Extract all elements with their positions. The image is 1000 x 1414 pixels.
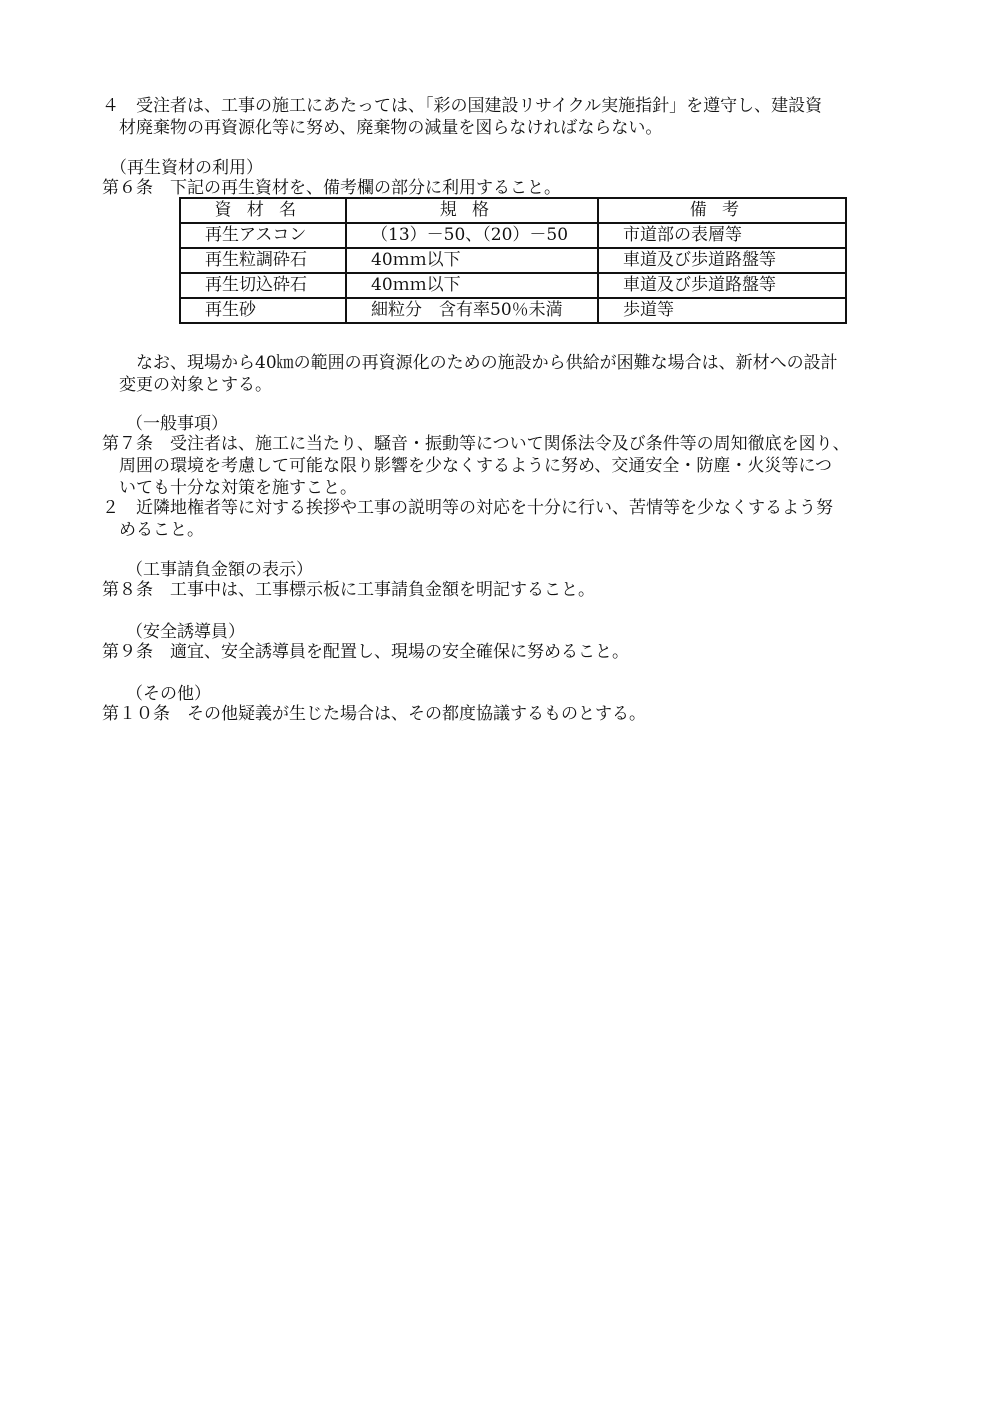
article-6: 第６条 下記の再生資材を、備考欄の部分に利用すること。 [102,178,561,198]
heading-safety-guide: （安全誘導員） [126,622,245,642]
cell-spec: 40ｍｍ以下 [346,273,598,298]
clause-4-line-2: 材廃棄物の再資源化等に努め、廃棄物の減量を図らなければならない。 [119,118,663,138]
article-9: 第９条 適宜、安全誘導員を配置し、現場の安全確保に努めること。 [102,642,629,662]
recycled-materials-table [179,197,847,324]
heading-recycled-materials: （再生資材の利用） [110,158,263,178]
article-7-clause-2-line-2: めること。 [119,520,204,540]
cell-spec: （13）－50、（20）－50 [346,223,598,248]
article-7-line-1: 第７条 受注者は、施工に当たり、騒音・振動等について関係法令及び条件等の周知徹底を図り、 [102,434,850,454]
cell-material: 再生切込砕石 [180,273,346,298]
note-line-2: 変更の対象とする。 [119,375,272,395]
article-7-line-3: いても十分な対策を施すこと。 [119,478,357,498]
heading-general-matters: （一般事項） [126,414,228,434]
header-material-name: 資材名 [180,198,346,223]
cell-remarks: 車道及び歩道路盤等 [598,273,846,298]
article-10: 第１０条 その他疑義が生じた場合は、その都度協議するものとする。 [102,704,646,724]
note-line-1: なお、現場から40㎞の範囲の再資源化のための施設から供給が困難な場合は、新材への設計 [136,353,838,373]
cell-material: 再生砂 [180,298,346,323]
clause-4-line-1: ４ 受注者は、工事の施工にあたっては、「彩の国建設リサイクル実施指針」を遵守し、建設資 [102,96,823,116]
cell-remarks: 歩道等 [598,298,846,323]
cell-material: 再生粒調砕石 [180,248,346,273]
heading-contract-amount: （工事請負金額の表示） [126,560,313,580]
table-row [180,298,846,323]
article-7-clause-2-line-1: ２ 近隣地権者等に対する挨拶や工事の説明等の対応を十分に行い、苦情等を少なくするよう努 [102,498,833,518]
cell-material: 再生アスコン [180,223,346,248]
cell-spec: 40ｍｍ以下 [346,248,598,273]
article-8: 第８条 工事中は、工事標示板に工事請負金額を明記すること。 [102,580,595,600]
table-row [180,248,846,273]
heading-other: （その他） [126,684,211,704]
header-remarks: 備考 [598,198,846,223]
header-specification: 規格 [346,198,598,223]
article-7-line-2: 周囲の環境を考慮して可能な限り影響を少なくするように努め、交通安全・防塵・火災等につ [119,456,832,476]
cell-spec: 細粒分 含有率50％未満 [346,298,598,323]
table-row [180,273,846,298]
table-row [180,223,846,248]
cell-remarks: 車道及び歩道路盤等 [598,248,846,273]
cell-remarks: 市道部の表層等 [598,223,846,248]
table-header-row [180,198,846,223]
